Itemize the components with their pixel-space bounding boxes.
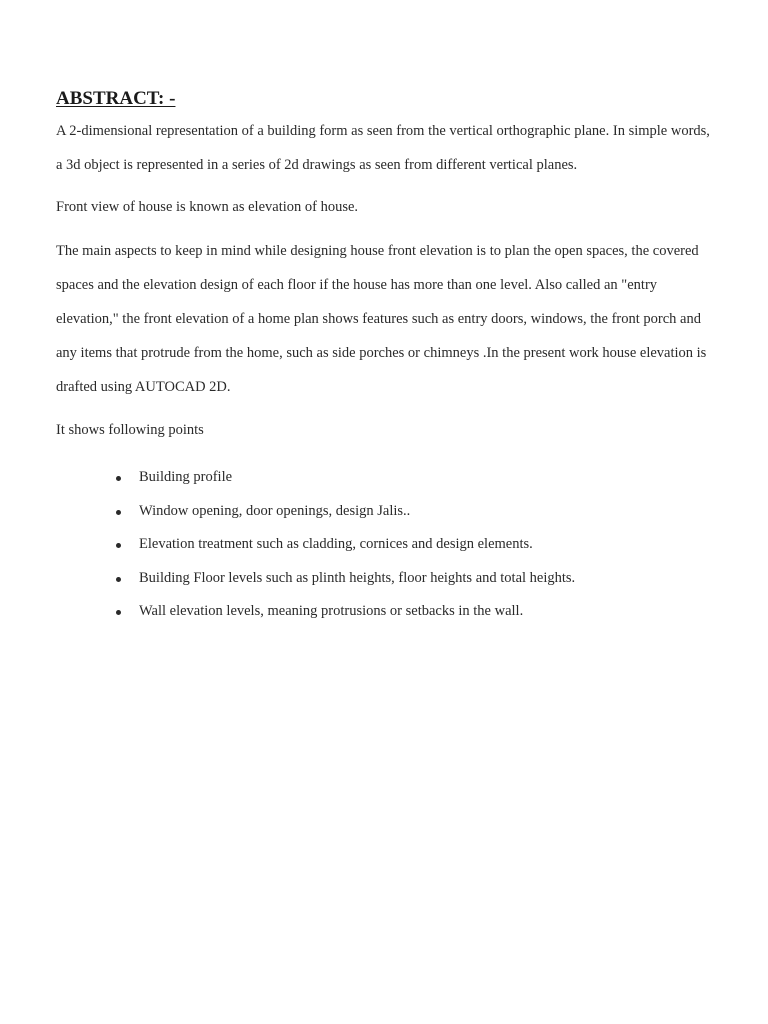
bullet-dot-icon xyxy=(116,610,121,615)
paragraph-points-intro: It shows following points xyxy=(56,422,204,438)
list-item-text: Building profile xyxy=(139,469,233,485)
list-item-text: Wall elevation levels, meaning protrusions or setbacks in the wall. xyxy=(139,603,524,619)
list-item-text: Elevation treatment such as cladding, cornices and design elements. xyxy=(139,536,533,552)
bullet-dot-icon xyxy=(116,476,121,481)
list-item xyxy=(116,495,716,529)
paragraph-main-aspects: The main aspects to keep in mind while designing house front elevation is to plan the open spaces, the covered spaces and the elevation design of each floor if the house has more than one level. Also called an "entry elevation," the front elevation of a home plan shows features such as entry doors, windows, the front porch and any items that protrude from the home, such as side porches or chimneys .In the present work house elevation is drafted using AUTOCAD 2D. xyxy=(56,243,707,395)
bullet-dot-icon xyxy=(116,577,121,582)
list-item-text: Building Floor levels such as plinth heights, floor heights and total heights. xyxy=(139,569,576,586)
paragraph-definition: A 2-dimensional representation of a building form as seen from the vertical orthographic plane. In simple words, a 3d object is represented in a series of 2d drawings as seen from different vertical planes. xyxy=(56,123,710,173)
bullet-dot-icon xyxy=(116,510,121,515)
list-item xyxy=(116,461,716,495)
list-item xyxy=(116,595,716,629)
abstract-heading: ABSTRACT: - xyxy=(56,88,176,109)
list-item xyxy=(116,562,716,596)
list-item xyxy=(116,528,716,562)
paragraph-front-view: Front view of house is known as elevation of house. xyxy=(56,199,359,215)
list-item-text: Window opening, door openings, design Jalis.. xyxy=(139,502,411,519)
points-list xyxy=(56,461,716,629)
bullet-dot-icon xyxy=(116,543,121,548)
document-page xyxy=(56,88,716,629)
